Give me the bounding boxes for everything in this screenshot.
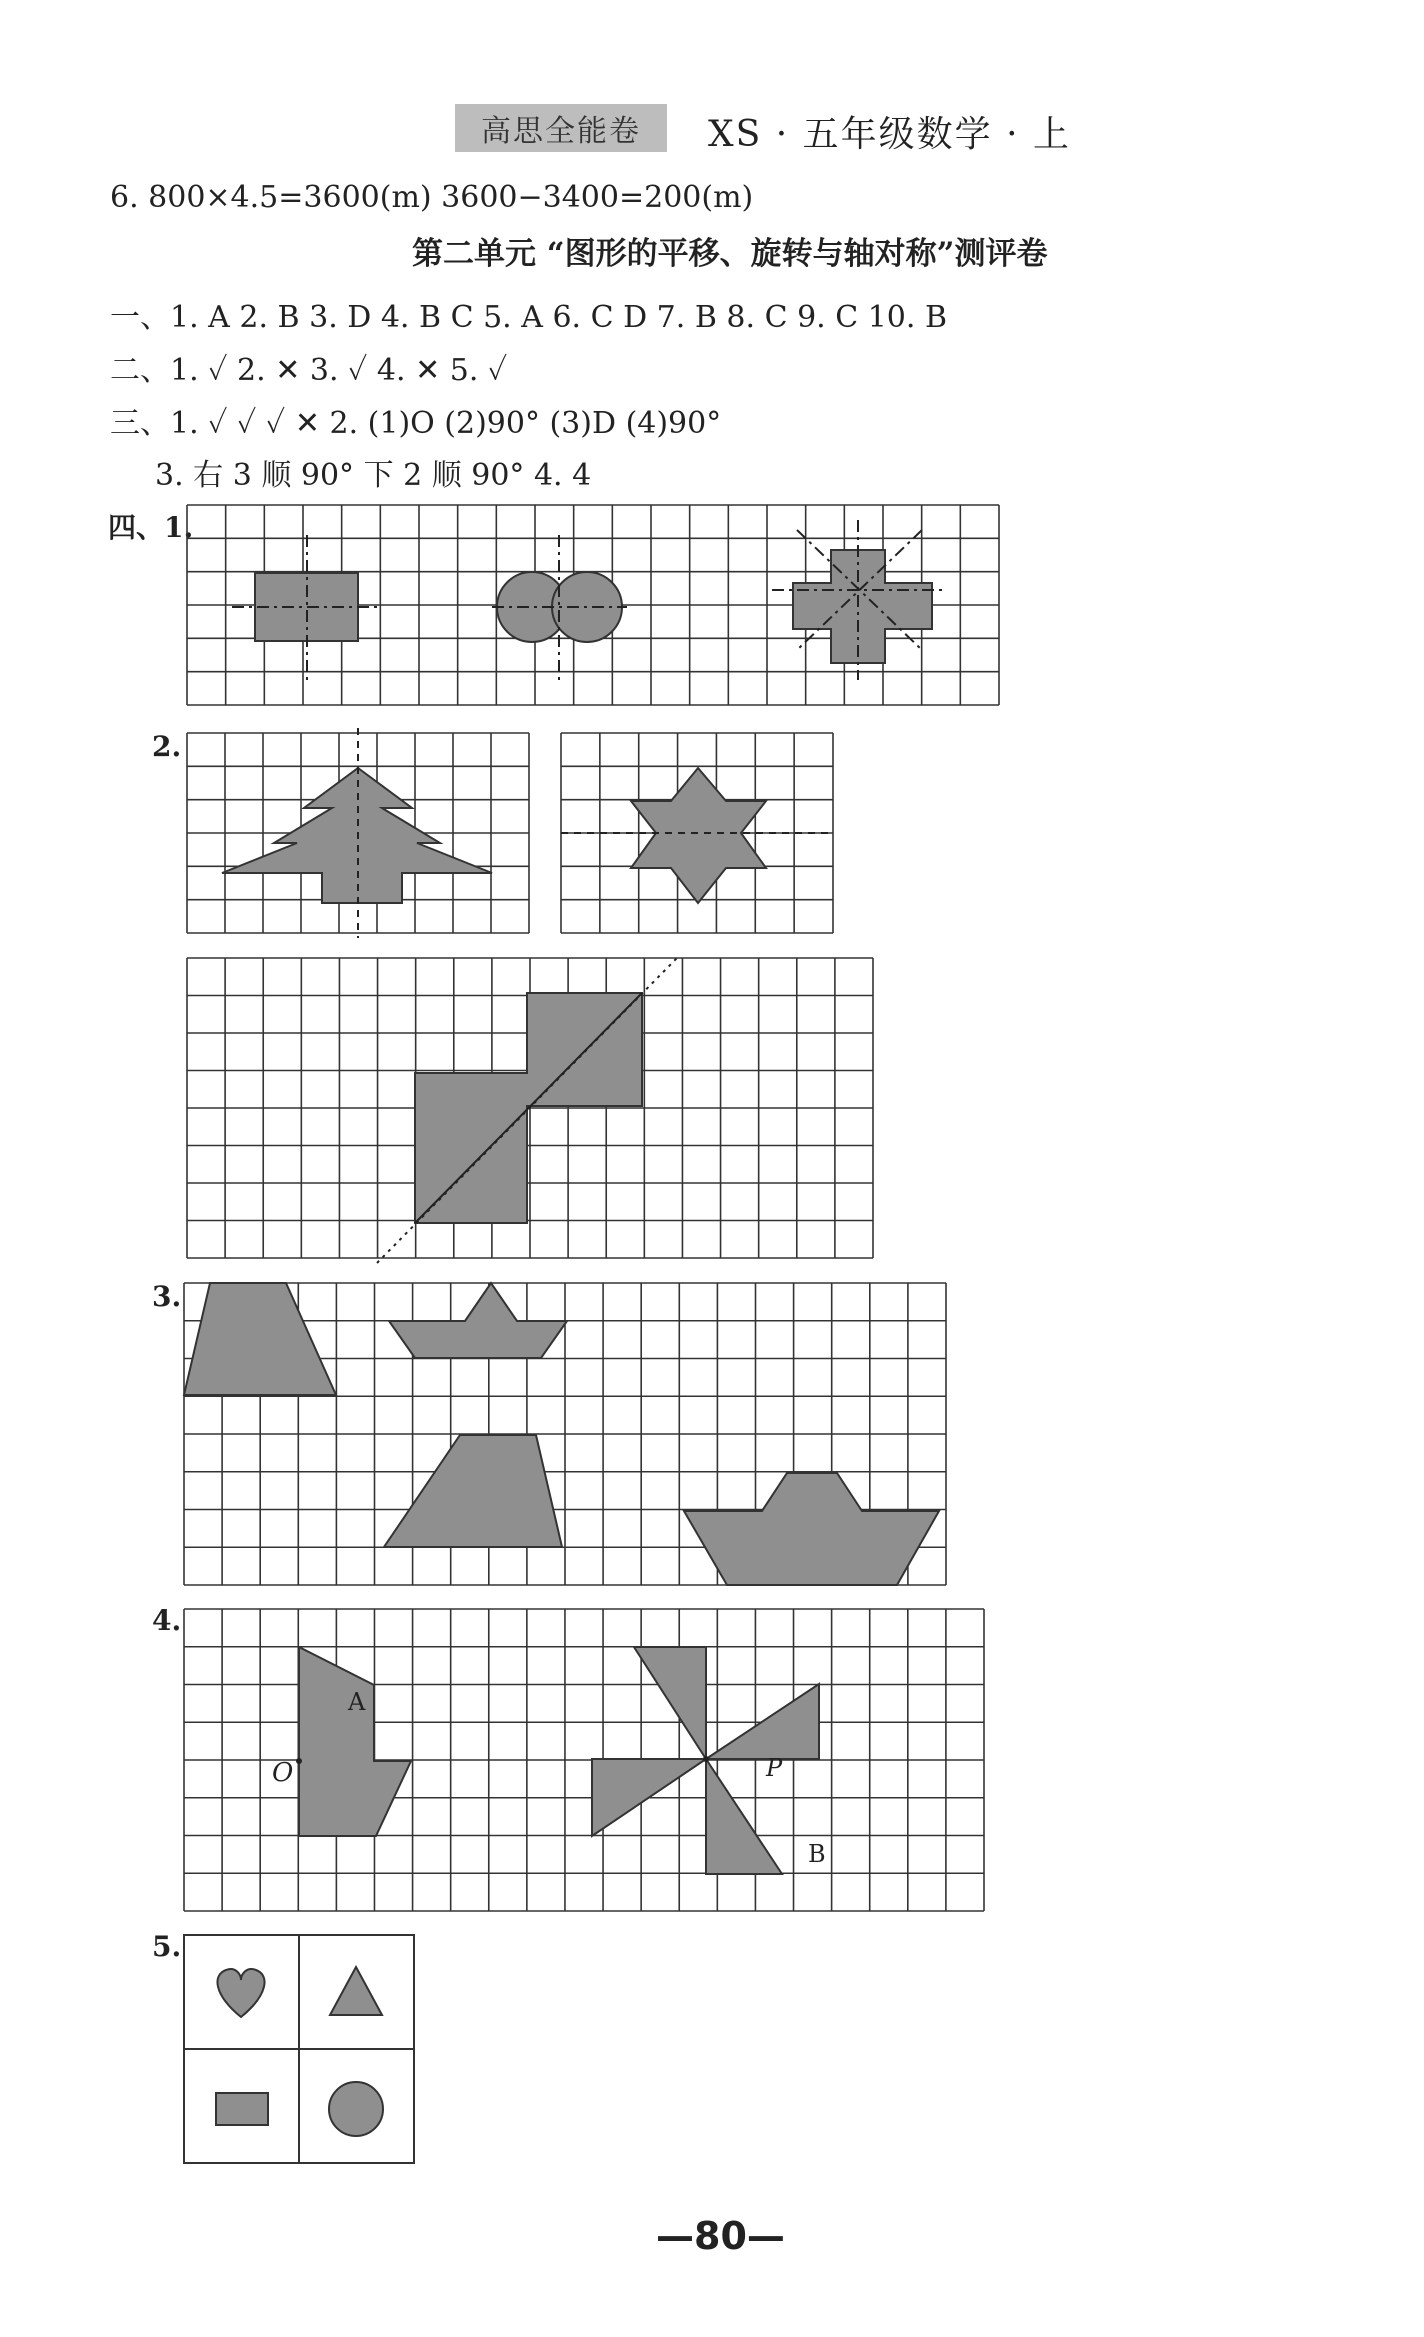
- circle-icon: [329, 2082, 383, 2136]
- triangle-icon: [330, 1967, 382, 2015]
- q4-label-A: A: [348, 1688, 366, 1716]
- q3-label: 3.: [152, 1280, 182, 1313]
- q2-label: 2.: [152, 730, 182, 763]
- section-3-answers-line2: 3. 右 3 顺 90° 下 2 顺 90° 4. 4: [155, 458, 592, 493]
- q2-tree-grid: [187, 733, 532, 938]
- section-1-answers: 一、1. A 2. B 3. D 4. B C 5. A 6. C D 7. B 8. C 9. C 10. B: [110, 300, 948, 335]
- q2-star-grid: [561, 733, 836, 938]
- section-3-answers-line1: 三、1. ✓ ✓ ✓ ✕ 2. (1)O (2)90° (3)D (4)90°: [110, 406, 722, 441]
- rectangle-icon: [216, 2093, 268, 2125]
- q3-translation-grid: [184, 1283, 954, 1588]
- answer-line-6: 6. 800×4.5=3600(m) 3600−3400=200(m): [110, 180, 754, 215]
- heart-icon: [217, 1969, 264, 2017]
- q4-label-P: P: [766, 1754, 783, 1782]
- section-4-q1-label: 四、1.: [108, 511, 194, 544]
- header-badge: 高思全能卷: [455, 104, 667, 152]
- q2-diagonal-grid: [187, 958, 877, 1263]
- q4-label: 4.: [152, 1604, 182, 1637]
- q5-shape-grid: [184, 1935, 416, 2165]
- page-number: —80—: [656, 2214, 785, 2258]
- q4-label-B: B: [808, 1840, 826, 1868]
- q5-label: 5.: [152, 1930, 182, 1963]
- q4-rotation-grid: [184, 1609, 989, 1914]
- header-title: XS · 五年级数学 · 上: [708, 114, 1071, 155]
- q4-label-O: O: [272, 1758, 294, 1788]
- section-2-answers: 二、1. ✓ 2. ✕ 3. ✓ 4. ✕ 5. ✓: [110, 353, 508, 388]
- unit-title: 第二单元 “图形的平移、旋转与轴对称”测评卷: [412, 236, 1048, 272]
- q1-grid-figure: [187, 505, 1002, 710]
